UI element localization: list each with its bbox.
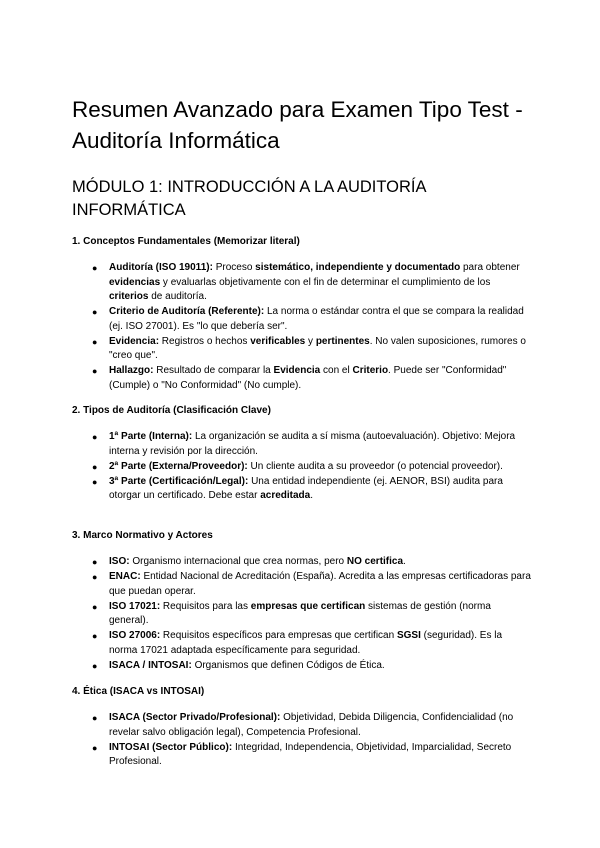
bullet-icon: ● [92, 557, 98, 567]
bullet-icon: ● [92, 307, 98, 317]
section-list-etica [92, 711, 532, 770]
bullet-icon: ● [92, 631, 98, 641]
list-item: ● Evidencia: Registros o hechos verificables y pertinentes. No valen suposiciones, rumores o "creo que". [92, 335, 526, 361]
list-item: ● 2ª Parte (Externa/Proveedor): Un cliente audita a su proveedor (o potencial proveedor). [92, 460, 532, 475]
page-title: Resumen Avanzado para Examen Tipo Test - Auditoría Informática [72, 97, 523, 153]
list-item: ● ENAC: Entidad Nacional de Acreditación (España). Acredita a las empresas certificadoras para que puedan operar. [92, 571, 531, 597]
bullet-icon: ● [92, 461, 98, 472]
list-item: ● ISO 17021: Requisitos para las empresas que certifican sistemas de gestión (norma general). [92, 600, 491, 626]
section-heading-conceptos: 1. Conceptos Fundamentales (Memorizar literal) [72, 236, 300, 247]
list-item: ● ISO 27006: Requisitos específicos para empresas que certifican SGSI (seguridad). Es la norma 17021 adaptada específicamente para seguridad. [92, 630, 503, 656]
bullet-icon: ● [92, 572, 98, 582]
list-item: ● ISACA (Sector Privado/Profesional): Objetividad, Debida Diligencia, Confidencialidad (no revelar salvo obligación legal), Competencia Profesional. [92, 712, 514, 738]
bullet-icon: ● [92, 660, 98, 671]
section-heading-marco: 3. Marco Normativo y Actores [72, 530, 213, 541]
section-heading-tipos: 2. Tipos de Auditoría (Clasificación Clave) [72, 405, 271, 416]
bullet-icon: ● [92, 336, 98, 347]
bullet-icon: ● [92, 263, 98, 273]
list-item: ● 1ª Parte (Interna): La organización se audita a sí misma (autoevaluación). Objetivo: Mejora interna y revisión por la dirección. [92, 431, 516, 457]
list-item: ● Criterio de Auditoría (Referente): La norma o estándar contra el que se compara la realidad (ej. ISO 27001). Es "lo que debería ser". [92, 306, 524, 332]
bullet-icon: ● [92, 713, 98, 723]
list-item: ● ISO: Organismo internacional que crea normas, pero NO certifica. [92, 555, 532, 570]
list-item: ● ISACA / INTOSAI: Organismos que definen Códigos de Ética. [92, 659, 532, 674]
bullet-icon: ● [92, 742, 98, 753]
bullet-icon: ● [92, 601, 98, 612]
list-item: ● 3ª Parte (Certificación/Legal): Una entidad independiente (ej. AENOR, BSI) audita para otorgar un certificado. Debe estar acreditada. [92, 475, 503, 501]
section-heading-etica: 4. Ética (ISACA vs INTOSAI) [72, 686, 205, 697]
bullet-icon: ● [92, 432, 98, 442]
section-list-marco [92, 555, 532, 674]
bullet-icon: ● [92, 476, 98, 487]
list-item: ● INTOSAI (Sector Público): Integridad, Independencia, Objetividad, Imparcialidad, Secreto Profesional. [92, 741, 512, 767]
module-heading: MÓDULO 1: INTRODUCCIÓN A LA AUDITORÍA INFORMÁTICA [72, 178, 426, 219]
section-list-tipos [92, 430, 532, 504]
list-item: ● Auditoría (ISO 19011): Proceso sistemático, independiente y documentado para obtener evidencias y evaluarlas objetivamente con el fin de determinar el cumplimiento de los criterios de auditoría. [92, 262, 520, 302]
section-list-conceptos [92, 261, 532, 394]
list-item: ● Hallazgo: Resultado de comparar la Evidencia con el Criterio. Puede ser "Conformidad" (Cumple) o "No Conformidad" (No cumple). [92, 365, 507, 391]
bullet-icon: ● [92, 366, 98, 376]
